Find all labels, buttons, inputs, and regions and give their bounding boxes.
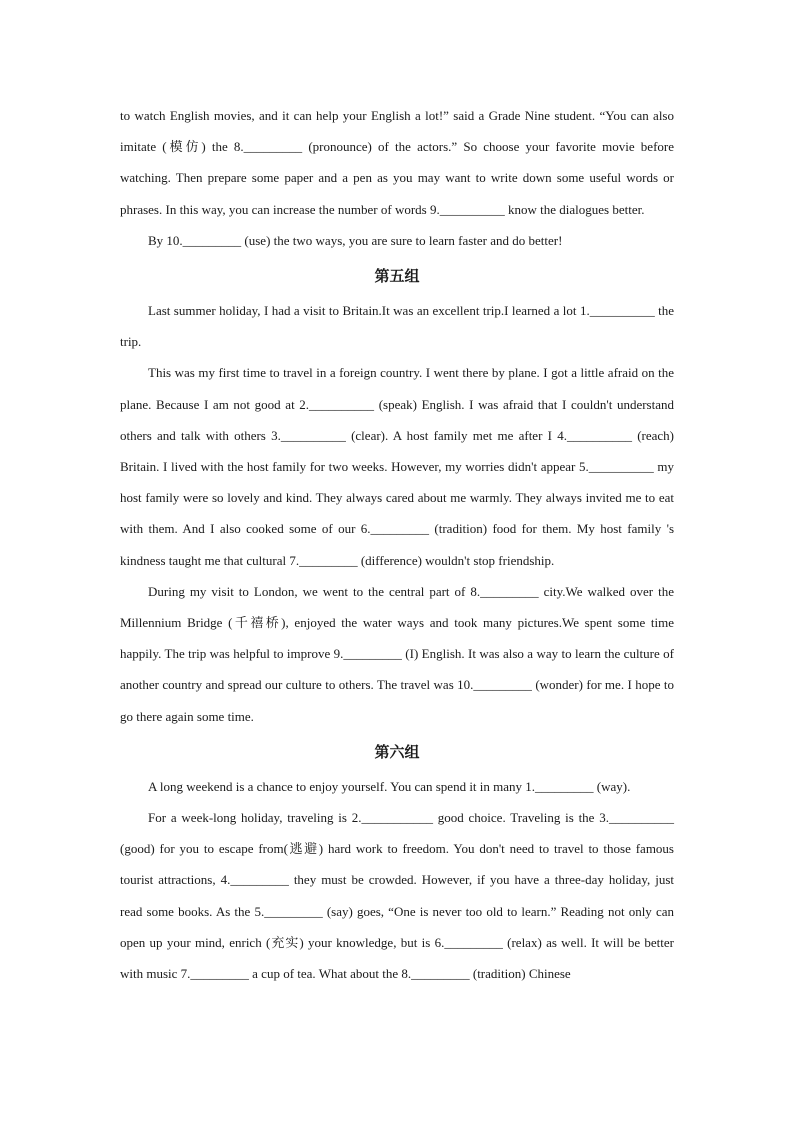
section-5-paragraph-3: During my visit to London, we went to the central part of 8._________ city.We walked over the Millennium Bridge (千禧桥), enjoyed the water ways and took many pictures.We spent some time happily. The trip was helpful to improve 9._________ (I) English. It was also a way to learn the culture of another country and spread our culture to others. The travel was 10._________ (wonder) for me. I hope to go there again some time. — [120, 583, 674, 724]
section-5-paragraph-1: Last summer holiday, I had a visit to Britain.It was an excellent trip.I learned a lot 1.__________ the trip. — [120, 303, 674, 350]
section-5-title: 第五组 — [374, 267, 420, 286]
section-6-title: 第六组 — [374, 742, 420, 761]
intro-continuation-paragraph: to watch English movies, and it can help your English a lot!” said a Grade Nine student. “You can also imitate (模仿) the 8._________ (pronounce) of the actors.” So choose your favorite movie before watching. Then prepare some paper and a pen as you may want to write down some useful words or phrases. In this way, you can increase the number of words 9.__________ know the dialogues better. — [120, 108, 674, 217]
intro-closing-paragraph: By 10._________ (use) the two ways, you are sure to learn faster and do better! — [148, 232, 563, 248]
section-6-paragraph-2: For a week-long holiday, traveling is 2.___________ good choice. Traveling is the 3.__________ (good) for you to escape from(逃避) hard work to freedom. You don't need to travel to those famous tourist attractions, 4._________ they must be crowded. However, if you have a three-day holiday, just read some books. As the 5._________ (say) goes, “One is never too old to learn.” Reading not only can open up your mind, enrich (充实) your knowledge, but is 6._________ (relax) as well. It will be better with music 7._________ a cup of tea. What about the 8._________ (tradition) Chinese — [120, 810, 674, 982]
section-6-paragraph-1: A long weekend is a chance to enjoy yourself. You can spend it in many 1._________ (way). — [148, 778, 631, 794]
section-5-paragraph-2: This was my first time to travel in a foreign country. I went there by plane. I got a little afraid on the plane. Because I am not good at 2.__________ (speak) English. I was afraid that I couldn't understand others and talk with others 3.__________ (clear). A host family met me after I 4.__________ (reach) Britain. I lived with the host family for two weeks. However, my worries didn't appear 5.__________ my host family were so lovely and kind. They always cared about me warmly. They always invited me to eat with them. And I also cooked some of our 6._________ (tradition) food for them. My host family 's kindness taught me that cultural 7._________ (difference) wouldn't stop friendship. — [120, 365, 674, 568]
